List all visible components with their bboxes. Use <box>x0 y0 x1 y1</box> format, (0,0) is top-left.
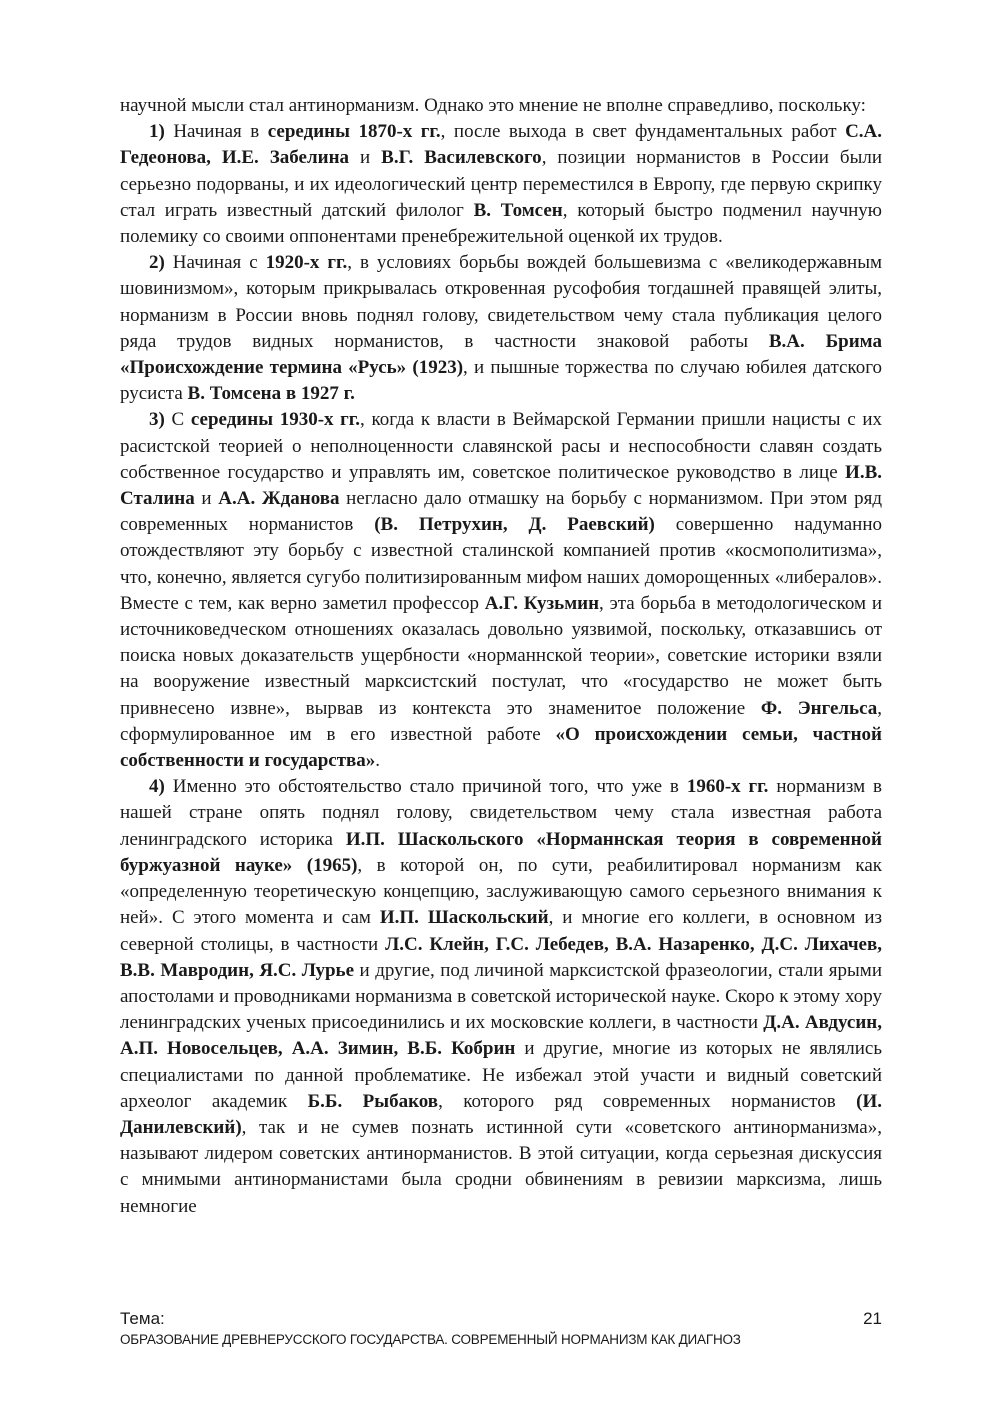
bold-text: 4) <box>149 776 173 798</box>
bold-text: И.П. Шаскольский <box>379 907 549 929</box>
body-text: норманизм в нашей стране опять поднял голову, свидетельством чему стала известная работа ленинградского историка <box>120 776 883 850</box>
body-text: и другие, под личиной марксистской фразеологии, стали ярыми апостолами и проводниками норманизма в советской исторической науке. Скоро к этому хору ленинградских ученых присоединились и их московские коллеги, в частности <box>120 959 883 1034</box>
body-text: совершенно надуманно отождествляют эту борьбу с известной сталинской компанией против «космополитизма», что, конечно, является сугубо политизированным мифом наших доморощенных «либералов». Вместе с тем, как верно заметил профессор <box>120 514 882 614</box>
body-text: , после выхода в свет фундаментальных работ <box>440 121 846 143</box>
bold-text: И.П. Шаскольского «Норманнская теория в современной буржуазной науке» (1965) <box>120 828 882 876</box>
body-text: , в которой он, по сути, реабилитировал норманизм как «определенную теоретическую концепцию, заслуживающую самого серьезного внимания к ней». С этого момента и сам <box>120 854 882 929</box>
bold-text: 1960-х гг. <box>686 776 769 798</box>
body-text: научной мысли стал антинорманизм. Однако это мнение не вполне справедливо, поскольку: <box>120 95 866 116</box>
bold-text: 2) <box>149 252 173 274</box>
bold-text: середины 1930-х гг. <box>190 409 361 431</box>
bold-text: «О происхождении семьи, частной собственности и государства» <box>120 723 882 772</box>
body-text: Начиная в <box>173 121 268 143</box>
body-text: , и многие его коллеги, в основном из северной столицы, в частности <box>120 907 882 955</box>
page-number: 21 <box>863 1309 882 1328</box>
bold-text: А.Г. Кузьмин <box>484 592 600 614</box>
bold-text: Ф. Энгельса <box>760 697 878 719</box>
body-text: и <box>194 488 219 510</box>
footer-topic-label: Тема: <box>120 1309 165 1328</box>
paragraph-point-1 <box>120 119 882 250</box>
page-body <box>120 93 882 1220</box>
body-text: , сформулированное им в его известной работе <box>120 697 882 745</box>
body-text: , в условиях борьбы вождей большевизма с «великодержавным шовинизмом», которым прикрывалась откровенная русофобия тогдашней правящей элиты, норманизм в России вновь поднял голову, свидетельством чему стала публикация целого ряда трудов видных норманистов, в частности знаковой работы <box>120 252 883 352</box>
body-text: , эта борьба в методологическом и источниковедческом отношениях оказалась довольно уязвимой, поскольку, отказавшись от поиска новых доказательств ущербности «норманнской теории», советские историки взяли на вооружение известный марксистский постулат, что «государство не может быть привнесено извне», вырвав из контекста это знаменитое положение <box>120 592 882 719</box>
bold-text: 3) <box>149 409 172 431</box>
bold-text: В. Томсена в 1927 г. <box>187 383 355 405</box>
body-text: , позиции норманистов в России были серьезно подорваны, и их идеологический центр переместился в Европу, где первую скрипку стал играть известный датский филолог <box>120 147 882 221</box>
bold-text: В. Томсен <box>473 199 563 221</box>
paragraph-continuation <box>120 93 882 119</box>
page-footer <box>120 1308 882 1350</box>
bold-text: С.А. Гедеонова, И.Е. Забелина <box>120 121 883 169</box>
bold-text: 1) <box>149 121 174 143</box>
body-text: , и пышные торжества по случаю юбилея датского русиста <box>120 357 883 405</box>
body-text: С <box>171 409 191 431</box>
body-text: Именно это обстоятельство стало причиной того, что уже в <box>172 776 687 798</box>
bold-text: В.А. Брима «Происхождение термина «Русь» (1923) <box>120 330 882 379</box>
body-text: , так и не сумев познать истинной сути «советского антинорманизма», называют лидером советских антинорманистов. В этой ситуации, когда серьезная дискуссия с мнимыми антинорманистами была сродни обвинениям в ревизии марксизма, лишь немногие <box>120 1116 882 1217</box>
body-text: и <box>349 147 382 169</box>
body-text: , который быстро подменил научную полемику со своими оппонентами пренебрежительной оценкой их трудов. <box>120 199 882 248</box>
bold-text: Л.С. Клейн, Г.С. Лебедев, В.А. Назаренко, Д.С. Лихачев, В.В. Мавродин, Я.С. Лурье <box>120 933 882 981</box>
body-text: Начиная с <box>172 252 266 274</box>
bold-text: середины 1870-х гг. <box>267 121 441 143</box>
paragraph-point-3 <box>120 407 882 774</box>
body-text: , когда к власти в Веймарской Германии пришли нацисты с их расистской теорией о неполноценности славянской расы и неспособности славян создать собственное государство и управлять им, советское политическое руководство в лице <box>120 409 882 483</box>
bold-text: Д.А. Авдусин, А.П. Новосельцев, А.А. Зимин, В.Б. Кобрин <box>120 1012 882 1060</box>
body-text: негласно дало отмашку на борьбу с норманизмом. При этом ряд современных норманистов <box>120 488 883 536</box>
bold-text: И.В. Сталина <box>120 461 882 510</box>
bold-text: (И. Данилевский) <box>120 1090 882 1138</box>
body-text: , которого ряд современных норманистов <box>438 1090 857 1112</box>
body-text: и другие, многие из которых не являлись специалистами по данной проблематике. Не избежал этой участи и видный советский археолог академик <box>120 1038 882 1112</box>
bold-text: 1920-х гг. <box>265 252 348 274</box>
paragraph-point-4 <box>120 774 882 1219</box>
bold-text: Б.Б. Рыбаков <box>307 1090 439 1112</box>
bold-text: (В. Петрухин, Д. Раевский) <box>374 514 655 536</box>
footer-topic-title: ОБРАЗОВАНИЕ ДРЕВНЕРУССКОГО ГОСУДАРСТВА. СОВРЕМЕННЫЙ НОРМАНИЗМ КАК ДИАГНОЗ <box>120 1332 741 1347</box>
bold-text: А.А. Жданова <box>218 488 340 510</box>
bold-text: В.Г. Василевского <box>381 147 542 169</box>
paragraph-point-2 <box>120 250 882 407</box>
body-text: . <box>375 750 381 772</box>
